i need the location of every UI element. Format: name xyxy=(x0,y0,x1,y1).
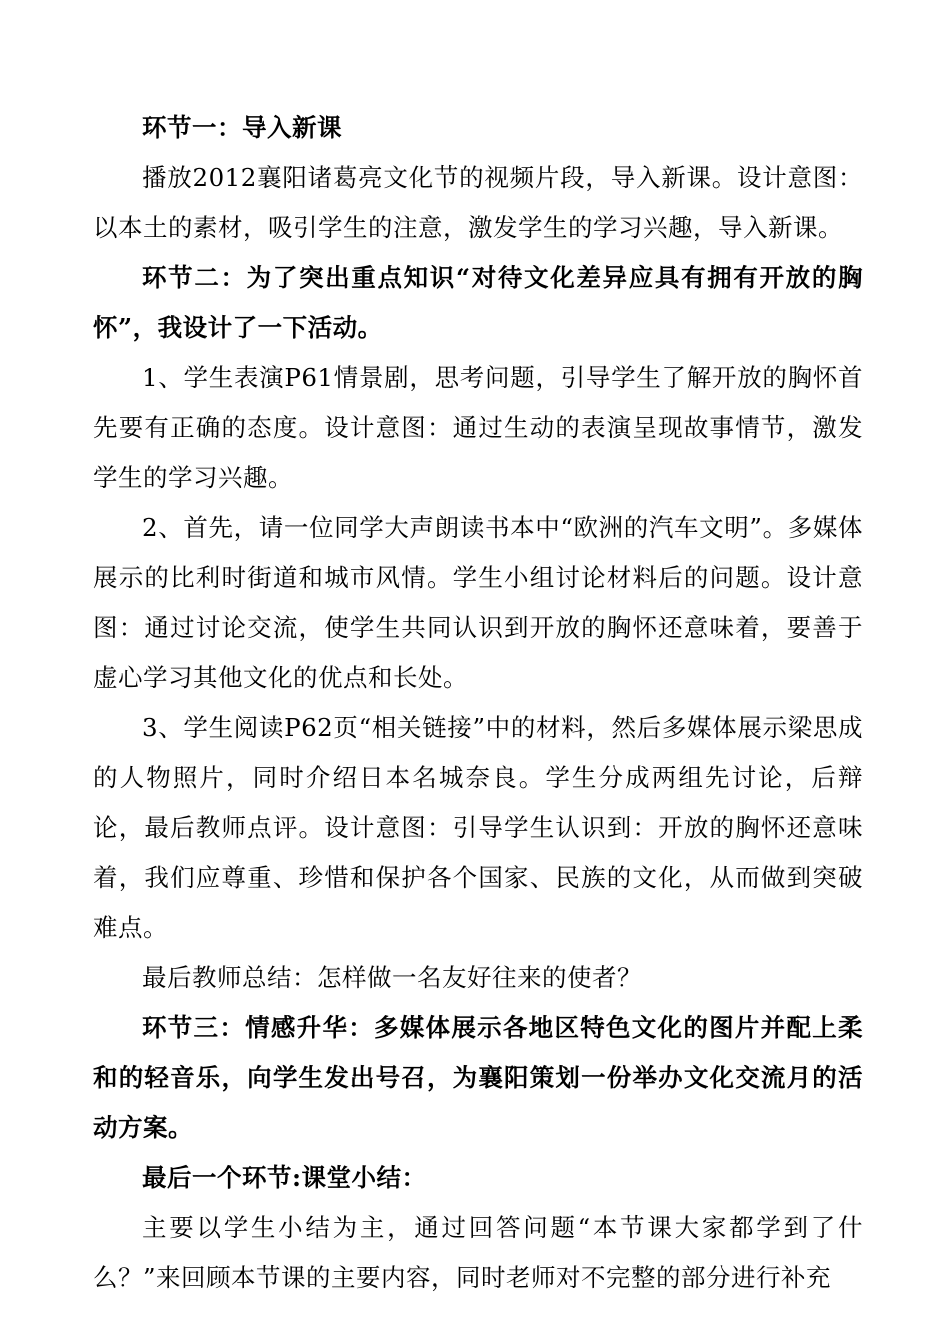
section-heading-1: 环节一：导入新课 xyxy=(142,113,342,142)
section-heading-3: 环节三：情感升华：多媒体展示各地区特色文化的图片并配上柔和的轻音乐，向学生发出号召，为襄阳策划一份举办文化交流月的活动方案。 xyxy=(93,1013,863,1142)
paragraph-teacher-summary: 最后教师总结：怎样做一名友好往来的使者？ xyxy=(142,963,642,992)
section-heading-4: 最后一个环节:课堂小结： xyxy=(142,1163,427,1192)
document-body xyxy=(93,103,863,1303)
paragraph-activity-3: 3、学生阅读P62页“相关链接”中的材料，然后多媒体展示梁思成的人物照片，同时介绍日本名城奈良。学生分成两组先讨论，后辩论，最后教师点评。设计意图：引导学生认识到：开放的胸怀还意味着，我们应尊重、珍惜和保护各个国家、民族的文化，从而做到突破难点。 xyxy=(93,713,863,942)
paragraph-activity-2: 2、首先，请一位同学大声朗读书本中“欧洲的汽车文明”。多媒体展示的比利时街道和城市风情。学生小组讨论材料后的问题。设计意图：通过讨论交流，使学生共同认识到开放的胸怀还意味着，要善于虚心学习其他文化的优点和长处。 xyxy=(93,513,863,692)
section-heading-2: 环节二：为了突出重点知识“对待文化差异应具有拥有开放的胸怀”，我设计了一下活动。 xyxy=(93,263,863,342)
paragraph-activity-1: 1、学生表演P61情景剧，思考问题，引导学生了解开放的胸怀首先要有正确的态度。设计意图：通过生动的表演呈现故事情节，激发学生的学习兴趣。 xyxy=(93,363,863,492)
paragraph-intro: 播放2012襄阳诸葛亮文化节的视频片段，导入新课。设计意图：以本土的素材，吸引学生的注意，激发学生的学习兴趣，导入新课。 xyxy=(93,163,863,242)
paragraph-class-summary: 主要以学生小结为主，通过回答问题“本节课大家都学到了什么？”来回顾本节课的主要内容，同时老师对不完整的部分进行补充 xyxy=(93,1213,863,1292)
